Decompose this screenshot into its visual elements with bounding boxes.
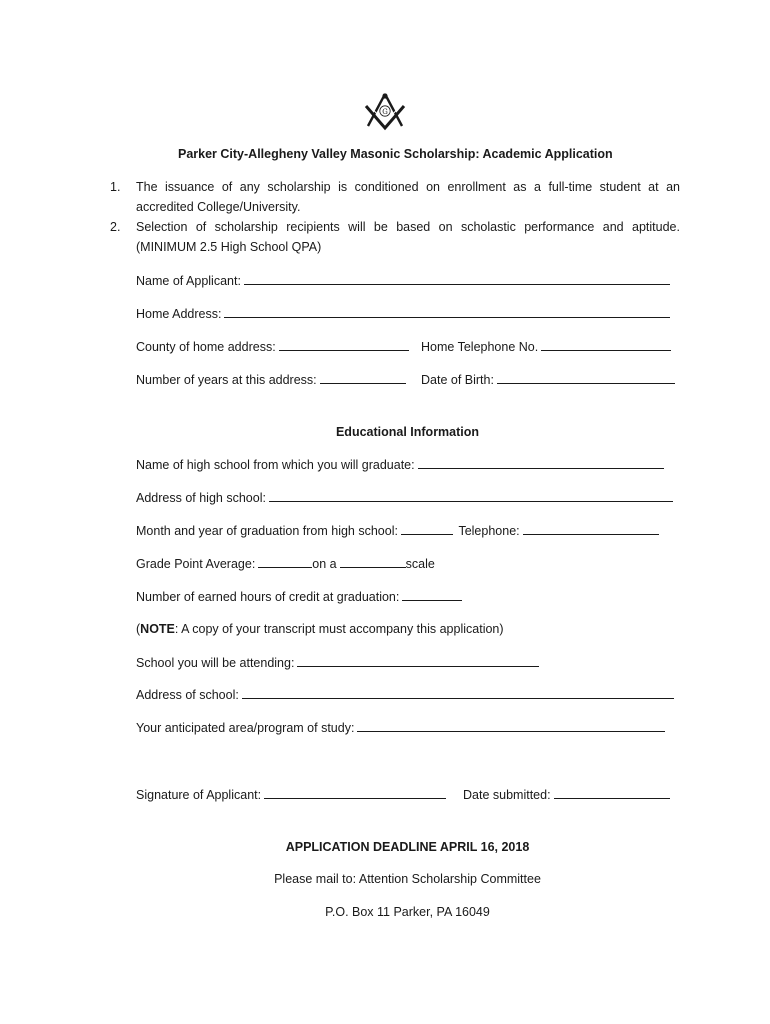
condition-1-line1: The issuance of any scholarship is conditioned on enrollment as a full-time student at an xyxy=(136,180,680,194)
note-text: : A copy of your transcript must accompany this application) xyxy=(174,622,504,636)
high-school-field[interactable] xyxy=(418,456,664,469)
credit-hours-label: Number of earned hours of credit at graduation: xyxy=(136,590,400,604)
years-row xyxy=(136,371,406,388)
date-submitted-field[interactable] xyxy=(554,786,670,799)
gpa-scale-field[interactable] xyxy=(340,555,406,568)
gpa-label: Grade Point Average: xyxy=(136,557,256,571)
square-and-compass-icon xyxy=(362,92,408,132)
grad-month-field[interactable] xyxy=(401,522,453,535)
high-school-label: Name of high school from which you will graduate: xyxy=(136,458,415,472)
study-label: Your anticipated area/program of study: xyxy=(136,721,355,735)
years-field[interactable] xyxy=(320,371,406,384)
school-attending-row xyxy=(136,654,539,671)
transcript-note xyxy=(136,621,504,637)
school-attending-field[interactable] xyxy=(297,654,539,667)
applicant-name-row xyxy=(136,272,670,289)
home-address-row xyxy=(136,305,670,322)
signature-row xyxy=(136,786,446,803)
gpa-row xyxy=(136,555,435,572)
mail-to-text: Please mail to: Attention Scholarship Committee xyxy=(274,872,541,886)
high-school-row xyxy=(136,456,664,473)
gpa-scale-text: scale xyxy=(405,557,435,571)
dob-row xyxy=(421,371,675,388)
condition-2-line1: Selection of scholarship recipients will be based on scholastic performance and aptitude. xyxy=(136,220,680,234)
date-submitted-label: Date submitted: xyxy=(463,788,551,802)
study-field[interactable] xyxy=(357,719,665,732)
graduation-row xyxy=(136,522,659,539)
grad-month-label: Month and year of graduation from high school: xyxy=(136,524,398,538)
hs-address-row xyxy=(136,489,673,506)
county-label: County of home address: xyxy=(136,340,276,354)
applicant-name-field[interactable] xyxy=(244,272,670,285)
applicant-name-label: Name of Applicant: xyxy=(136,274,241,288)
hs-telephone-field[interactable] xyxy=(523,522,659,535)
school-address-label: Address of school: xyxy=(136,688,239,702)
hs-address-field[interactable] xyxy=(269,489,673,502)
dob-label: Date of Birth: xyxy=(421,373,494,387)
mailing-address: P.O. Box 11 Parker, PA 16049 xyxy=(325,905,490,919)
dob-field[interactable] xyxy=(497,371,675,384)
home-telephone-label: Home Telephone No. xyxy=(421,340,539,354)
condition-2-number: 2. xyxy=(110,220,121,234)
credit-hours-row xyxy=(136,588,462,605)
school-address-row xyxy=(136,686,674,703)
school-address-field[interactable] xyxy=(242,686,674,699)
signature-field[interactable] xyxy=(264,786,446,799)
credit-hours-field[interactable] xyxy=(402,588,462,601)
gpa-field[interactable] xyxy=(258,555,312,568)
home-telephone-row xyxy=(421,338,671,355)
study-row xyxy=(136,719,665,736)
school-attending-label: School you will be attending: xyxy=(136,656,295,670)
condition-1-line2: accredited College/University. xyxy=(136,200,301,214)
home-telephone-field[interactable] xyxy=(541,338,671,351)
county-row xyxy=(136,338,409,355)
signature-label: Signature of Applicant: xyxy=(136,788,262,802)
gpa-on-text: on a xyxy=(312,557,337,571)
application-deadline: APPLICATION DEADLINE APRIL 16, 2018 xyxy=(285,840,530,854)
condition-1-number: 1. xyxy=(110,180,121,194)
hs-address-label: Address of high school: xyxy=(136,491,266,505)
emblem-letter: G xyxy=(382,108,388,116)
county-field[interactable] xyxy=(279,338,409,351)
hs-telephone-label: Telephone: xyxy=(458,524,520,538)
home-address-field[interactable] xyxy=(224,305,670,318)
note-bold-label: NOTE xyxy=(140,622,175,636)
condition-2-line2: (MINIMUM 2.5 High School QPA) xyxy=(136,240,322,254)
note-open: ( xyxy=(136,622,141,636)
page-title: Parker City-Allegheny Valley Masonic Scholarship: Academic Application xyxy=(178,147,613,161)
years-label: Number of years at this address: xyxy=(136,373,317,387)
education-heading: Educational Information xyxy=(335,425,480,439)
home-address-label: Home Address: xyxy=(136,307,222,321)
date-submitted-row xyxy=(463,786,670,803)
